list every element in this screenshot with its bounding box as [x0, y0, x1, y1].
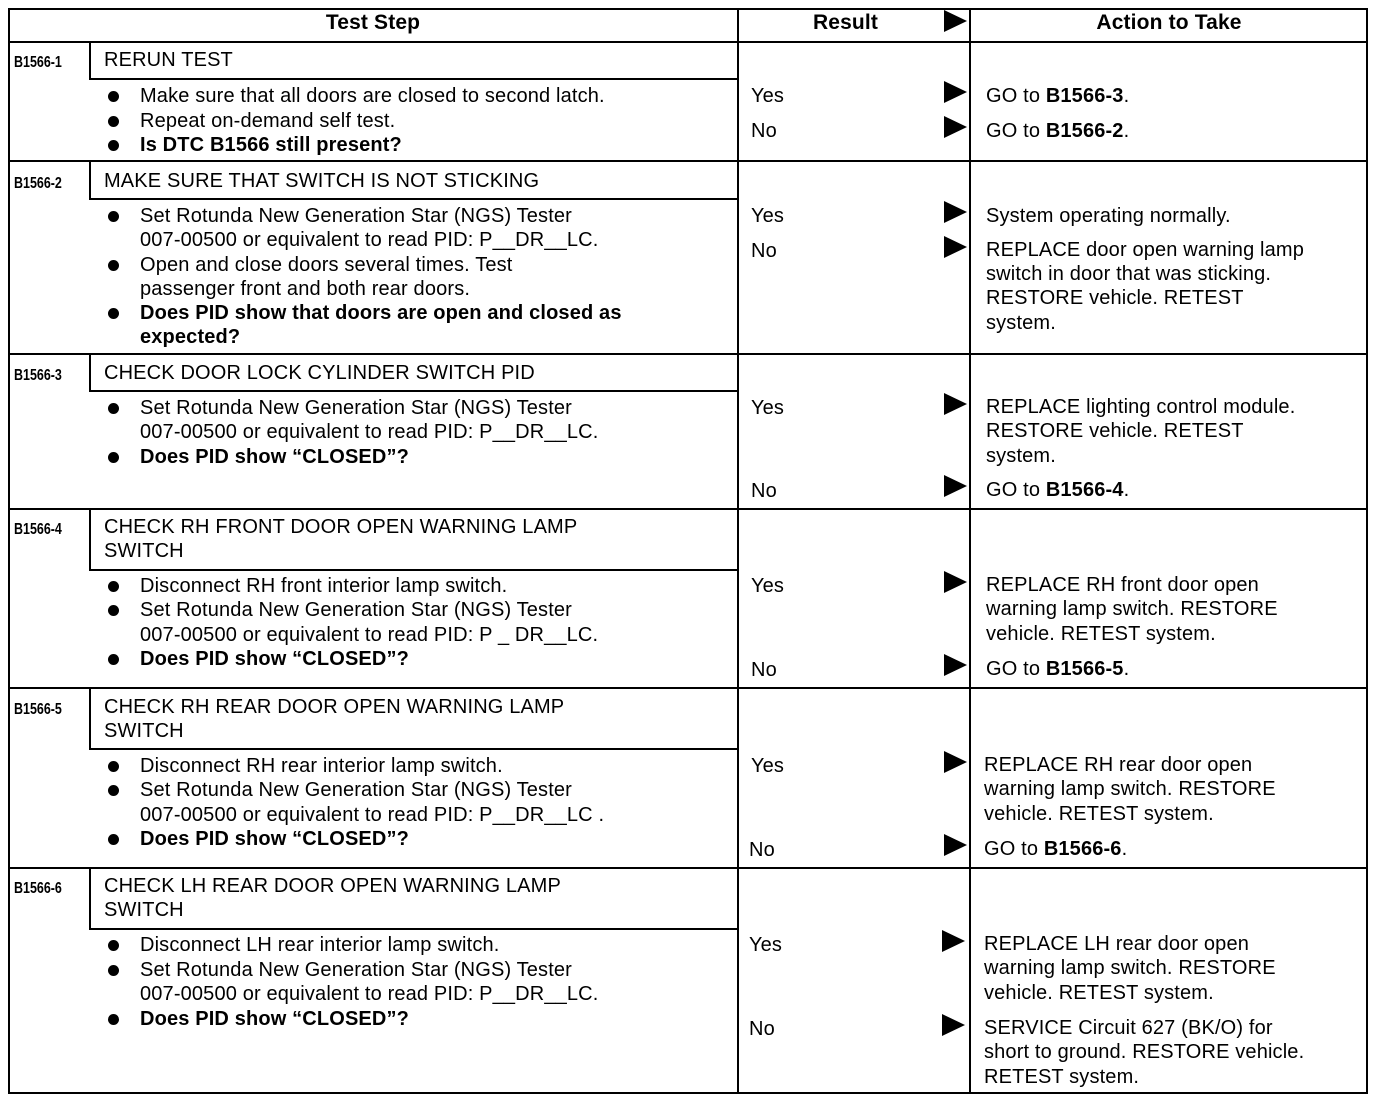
- action-text: REPLACE RH rear door open: [984, 754, 1253, 776]
- bullet-icon: [108, 91, 119, 102]
- step-title: SWITCH: [104, 899, 184, 921]
- step-reference: B1566-2: [1045, 120, 1124, 142]
- rule: [1366, 8, 1368, 1094]
- result-yes: Yes: [751, 85, 785, 107]
- step-title: RERUN TEST: [104, 49, 233, 71]
- step-code: B1566-2: [14, 175, 62, 192]
- rule: [8, 687, 1368, 689]
- rule: [8, 160, 1368, 162]
- bullet-icon: [108, 605, 119, 616]
- step-title: CHECK RH FRONT DOOR OPEN WARNING LAMP: [104, 516, 578, 538]
- action-text: REPLACE door open warning lamp: [986, 239, 1305, 261]
- result-no: No: [751, 480, 777, 502]
- arrow-icon: [944, 834, 967, 856]
- result-yes: Yes: [751, 205, 785, 227]
- diagnostic-test-table: [8, 8, 1368, 1094]
- step-instruction: Open and close doors several times. Test: [140, 254, 513, 276]
- arrow-icon: [942, 1014, 965, 1036]
- step-question: Does PID show “CLOSED”?: [140, 1008, 410, 1030]
- rule: [90, 748, 738, 750]
- rule: [89, 867, 91, 930]
- result-no: No: [749, 1018, 775, 1040]
- step-instruction: Set Rotunda New Generation Star (NGS) Tester: [140, 205, 572, 227]
- rule: [90, 928, 738, 930]
- step-instruction: 007-00500 or equivalent to read PID: P__DR__LC .: [140, 804, 605, 826]
- result-yes: Yes: [751, 575, 785, 597]
- arrow-icon: [944, 571, 967, 593]
- rule: [90, 198, 738, 200]
- bullet-icon: [108, 581, 119, 592]
- step-question: Does PID show “CLOSED”?: [140, 828, 410, 850]
- step-title: SWITCH: [104, 720, 184, 742]
- step-instruction: 007-00500 or equivalent to read PID: P__DR__LC.: [140, 421, 599, 443]
- step-instruction: Disconnect LH rear interior lamp switch.: [140, 934, 500, 956]
- action-text: warning lamp switch. RESTORE: [984, 957, 1276, 979]
- action-text: GO to B1566-6.: [984, 838, 1128, 860]
- bullet-icon: [108, 1014, 119, 1025]
- step-title: CHECK DOOR LOCK CYLINDER SWITCH PID: [104, 362, 535, 384]
- arrow-icon: [944, 393, 967, 415]
- arrow-icon: [944, 236, 967, 258]
- result-yes: Yes: [751, 755, 785, 777]
- step-question: Does PID show that doors are open and closed as: [140, 302, 622, 324]
- action-text: RESTORE vehicle. RETEST: [986, 287, 1244, 309]
- step-reference: B1566-6: [1043, 838, 1122, 860]
- rule: [89, 160, 91, 200]
- arrow-icon: [944, 654, 967, 676]
- action-text: System operating normally.: [986, 205, 1231, 227]
- step-code: B1566-1: [14, 54, 62, 71]
- arrow-icon: [944, 81, 967, 103]
- action-text: SERVICE Circuit 627 (BK/O) for: [984, 1017, 1273, 1039]
- step-instruction: 007-00500 or equivalent to read PID: P__DR__LC.: [140, 229, 599, 251]
- rule: [969, 8, 971, 1094]
- bullet-icon: [108, 940, 119, 951]
- arrow-icon: [944, 475, 967, 497]
- step-instruction: Repeat on-demand self test.: [140, 110, 396, 132]
- bullet-icon: [108, 654, 119, 665]
- action-text: REPLACE RH front door open: [986, 574, 1259, 596]
- action-text: warning lamp switch. RESTORE: [986, 598, 1278, 620]
- step-code: B1566-5: [14, 701, 62, 718]
- step-question: Does PID show “CLOSED”?: [140, 446, 410, 468]
- result-yes: Yes: [749, 934, 783, 956]
- rule: [90, 569, 738, 571]
- action-text: short to ground. RESTORE vehicle.: [984, 1041, 1305, 1063]
- step-instruction: Disconnect RH front interior lamp switch.: [140, 575, 508, 597]
- rule: [89, 687, 91, 750]
- rule: [8, 8, 10, 1094]
- action-text: GO to B1566-4.: [986, 479, 1130, 501]
- bullet-icon: [108, 965, 119, 976]
- action-text: system.: [986, 312, 1056, 334]
- bullet-icon: [108, 116, 119, 127]
- step-instruction: 007-00500 or equivalent to read PID: P__DR__LC.: [140, 983, 599, 1005]
- header-arrow-icon: [944, 10, 967, 32]
- action-text: GO to B1566-5.: [986, 658, 1130, 680]
- bullet-icon: [108, 308, 119, 319]
- step-title: MAKE SURE THAT SWITCH IS NOT STICKING: [104, 170, 540, 192]
- arrow-icon: [944, 201, 967, 223]
- bullet-icon: [108, 834, 119, 845]
- bullet-icon: [108, 211, 119, 222]
- action-text: vehicle. RETEST system.: [986, 623, 1216, 645]
- action-text: vehicle. RETEST system.: [984, 803, 1214, 825]
- result-no: No: [751, 659, 777, 681]
- step-question: Is DTC B1566 still present?: [140, 134, 402, 156]
- step-code: B1566-3: [14, 367, 62, 384]
- bullet-icon: [108, 452, 119, 463]
- result-yes: Yes: [751, 397, 785, 419]
- step-instruction: Set Rotunda New Generation Star (NGS) Tester: [140, 599, 572, 621]
- action-text: vehicle. RETEST system.: [984, 982, 1214, 1004]
- action-text: GO to B1566-2.: [986, 120, 1130, 142]
- result-no: No: [749, 839, 775, 861]
- bullet-icon: [108, 761, 119, 772]
- bullet-icon: [108, 785, 119, 796]
- step-title: SWITCH: [104, 540, 184, 562]
- step-title: CHECK RH REAR DOOR OPEN WARNING LAMP: [104, 696, 565, 718]
- action-text: REPLACE lighting control module.: [986, 396, 1296, 418]
- step-instruction: Make sure that all doors are closed to second latch.: [140, 85, 605, 107]
- header-action: Action to Take: [1096, 11, 1242, 34]
- action-text: REPLACE LH rear door open: [984, 933, 1249, 955]
- rule: [90, 78, 738, 80]
- rule: [90, 390, 738, 392]
- step-question: Does PID show “CLOSED”?: [140, 648, 410, 670]
- step-instruction: Set Rotunda New Generation Star (NGS) Tester: [140, 959, 572, 981]
- action-text: warning lamp switch. RESTORE: [984, 778, 1276, 800]
- arrow-icon: [942, 930, 965, 952]
- step-title: CHECK LH REAR DOOR OPEN WARNING LAMP: [104, 875, 561, 897]
- rule: [8, 867, 1368, 869]
- step-reference: B1566-3: [1045, 85, 1124, 107]
- bullet-icon: [108, 140, 119, 151]
- arrow-icon: [944, 116, 967, 138]
- rule: [89, 41, 91, 80]
- action-text: system.: [986, 445, 1056, 467]
- step-instruction: Disconnect RH rear interior lamp switch.: [140, 755, 503, 777]
- rule: [737, 8, 739, 1094]
- step-code: B1566-6: [14, 880, 62, 897]
- step-code: B1566-4: [14, 521, 62, 538]
- step-instruction: Set Rotunda New Generation Star (NGS) Tester: [140, 779, 572, 801]
- action-text: GO to B1566-3.: [986, 85, 1130, 107]
- action-text: RETEST system.: [984, 1066, 1140, 1088]
- header-result: Result: [812, 11, 879, 34]
- rule: [8, 508, 1368, 510]
- rule: [8, 353, 1368, 355]
- step-instruction: Set Rotunda New Generation Star (NGS) Tester: [140, 397, 572, 419]
- step-question: expected?: [140, 326, 241, 348]
- rule: [8, 41, 1368, 43]
- step-instruction: passenger front and both rear doors.: [140, 278, 471, 300]
- result-no: No: [751, 120, 777, 142]
- result-no: No: [751, 240, 777, 262]
- action-text: RESTORE vehicle. RETEST: [986, 420, 1244, 442]
- bullet-icon: [108, 403, 119, 414]
- step-instruction: 007-00500 or equivalent to read PID: P _ DR__LC.: [140, 624, 599, 646]
- arrow-icon: [944, 751, 967, 773]
- action-text: switch in door that was sticking.: [986, 263, 1272, 285]
- bullet-icon: [108, 260, 119, 271]
- rule: [89, 508, 91, 571]
- rule: [89, 353, 91, 392]
- rule: [8, 1092, 1368, 1094]
- rule: [8, 8, 1368, 10]
- step-reference: B1566-5: [1045, 658, 1124, 680]
- step-reference: B1566-4: [1045, 479, 1124, 501]
- header-test-step: Test Step: [325, 11, 421, 34]
